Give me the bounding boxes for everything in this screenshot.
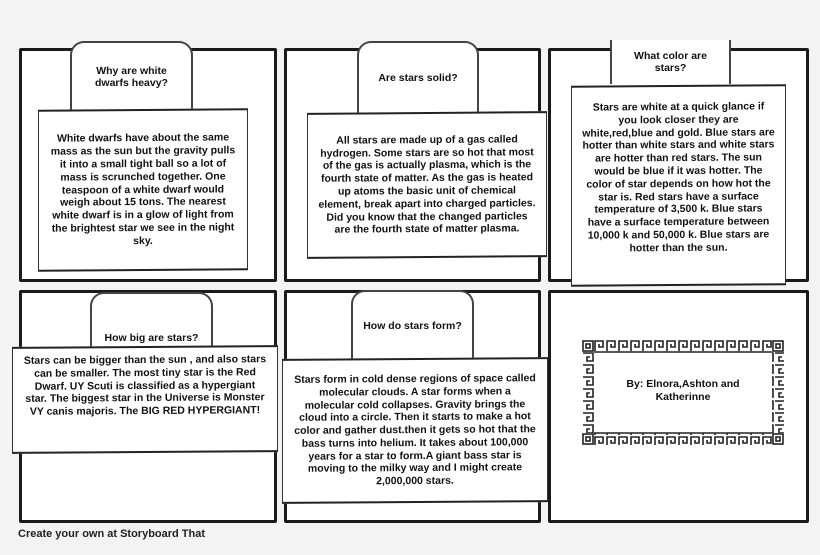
panel-1-title: [70, 41, 193, 111]
panel-2-body: All stars are made up of a gas called hydrogen. Some stars are so hot that most of the gas is actually plasma, which is the fourth state of matter. As the gas is heated up atoms the basic unit of chemical element, break apart into charged particles. Did you know that the changed particles are the fourth state of matter plasma.: [318, 133, 536, 237]
authors-credit: By: Elnora,Ashton and Katherinne: [626, 378, 740, 403]
panel-5-body: Stars form in cold dense regions of space called molecular clouds. A star forms when a molecular cold collapses. Gravity brings the cloud into a circle. Then it starts to make a hot color and gather dust.then it gets so hot that the bass turns into helium. It takes about 100,000 years for a star to form.A giant bass star is moving to the milky way and I might create 2,000,000 stars.: [294, 372, 536, 488]
panel-1-title-text: Why are white dwarfs heavy?: [95, 64, 168, 89]
panel-5-title: [351, 290, 474, 360]
panel-3-title-text: What color are stars?: [634, 49, 707, 74]
panel-4-title-text: How big are stars?: [104, 331, 199, 344]
panel-4-text-scroll: [12, 345, 278, 454]
panel-2-text-scroll: [307, 111, 547, 259]
panel-5-title-text: How do stars form?: [363, 319, 462, 332]
panel-5-text-scroll: [282, 357, 548, 504]
panel-4-title: [90, 292, 213, 347]
panel-2-title: [357, 41, 479, 113]
storyboard-that-link[interactable]: Create your own at Storyboard That: [18, 528, 206, 540]
panel-2-title-text: Are stars solid?: [378, 71, 458, 84]
panel-3-title: [610, 40, 731, 84]
panel-1-text-scroll: [38, 108, 248, 271]
panel-3-body: Stars are white at a quick glance if you look closer they are white,red,blue and gold. Blue stars are hotter than white stars and white stars are hotter than red stars. The sun would be blue if it was hotter. The color of star depends on how hot the star is. Red stars have a surface temperature of 3,500 k. Blue stars have a surface temperature between 10,000 k and 50,000 k. Blue stars are hotter than the sun.: [582, 100, 775, 255]
panel-1-body: White dwarfs have about the same mass as the sun but the gravity pulls it into a small tight ball so a lot of mass is scrunched together. One teaspoon of a white dwarf would weigh about 15 tons. The nearest white dwarf is in a glow of light from the brightest star we see in the night sky.: [50, 131, 236, 247]
panel-4-body: Stars can be bigger than the sun , and also stars can be smaller. The most tiny star is the Red Dwarf. UY Scuti is classified as a hypergiant star. The biggest star in the Universe is Monster VY canis majoris. The BIG RED HYPERGIANT!: [23, 353, 267, 418]
panel-3-text-scroll: [571, 84, 786, 287]
